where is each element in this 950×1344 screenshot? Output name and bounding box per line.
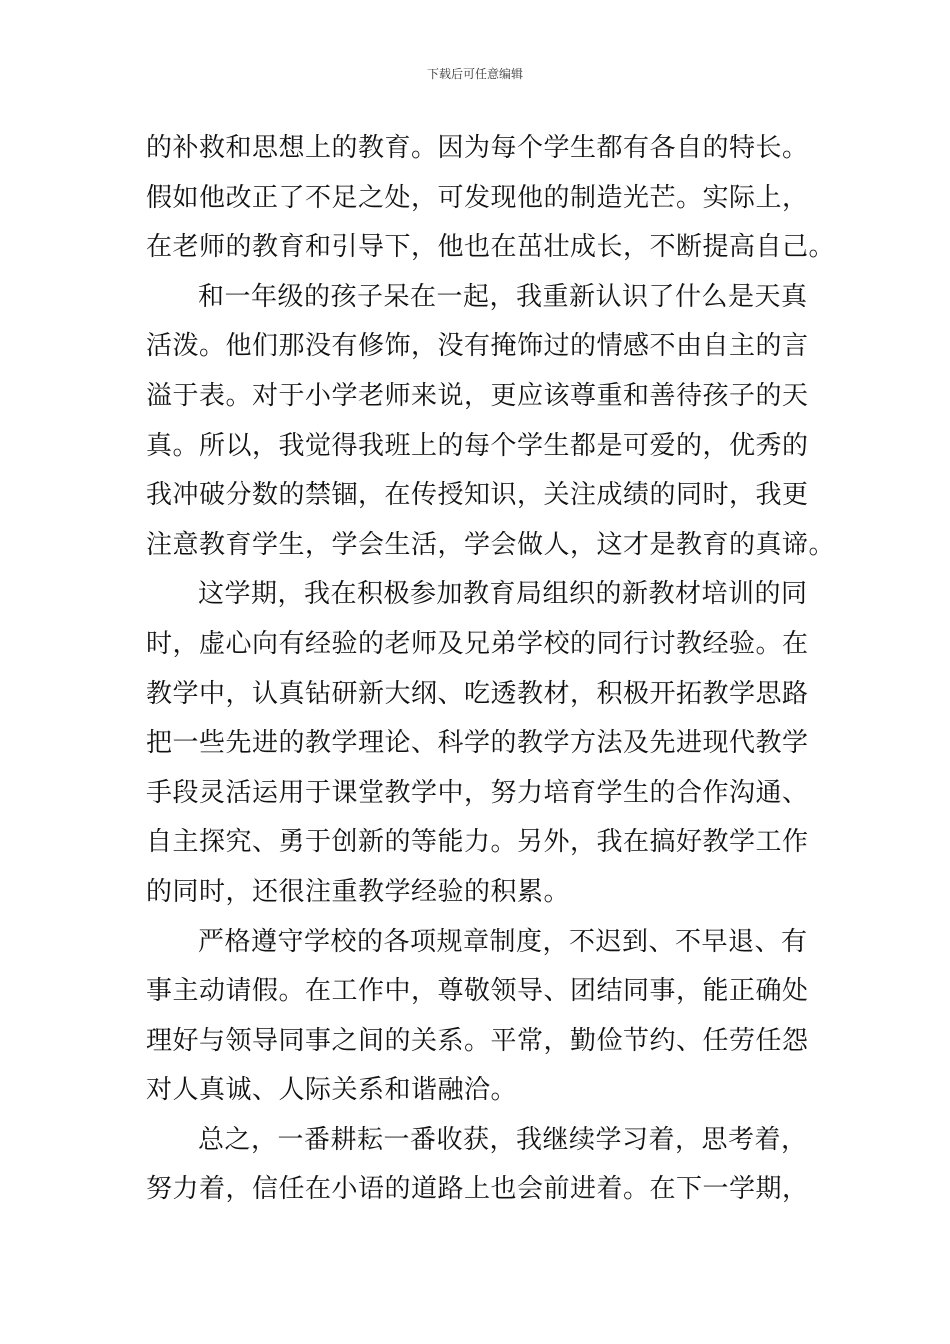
text-line: 我冲破分数的禁锢，在传授知识，关注成绩的同时，我更 xyxy=(146,480,809,511)
text-line: 事主动请假。在工作中，尊敬领导、团结同事，能正确处 xyxy=(146,976,809,1007)
text-line: 真。所以，我觉得我班上的每个学生都是可爱的，优秀的 xyxy=(146,430,809,461)
text-line: 活泼。他们那没有修饰，没有掩饰过的情感不由自主的言 xyxy=(146,331,809,362)
text-line: 在老师的教育和引导下，他也在茁壮成长，不断提高自己。 xyxy=(146,232,836,263)
text-line: 溢于表。对于小学老师来说，更应该尊重和善待孩子的天 xyxy=(146,380,809,411)
paragraph-first-line: 总之，一番耕耘一番收获，我继续学习着，思考着， xyxy=(198,1124,808,1155)
document-body xyxy=(146,124,836,1215)
page-header: 下载后可任意编辑 xyxy=(426,67,523,81)
text-line: 手段灵活运用于课堂教学中，努力培育学生的合作沟通、 xyxy=(146,777,809,808)
text-line: 的补救和思想上的教育。因为每个学生都有各自的特长。 xyxy=(146,133,809,163)
text-line: 理好与领导同事之间的关系。平常，勤俭节约、任劳任怨 xyxy=(146,1025,809,1056)
text-line: 努力着，信任在小语的道路上也会前进着。在下一学期， xyxy=(146,1174,809,1205)
paragraph-first-line: 这学期，我在积极参加教育局组织的新教材培训的同 xyxy=(198,579,808,610)
text-line: 对人真诚、人际关系和谐融洽。 xyxy=(146,1075,518,1106)
text-line: 教学中，认真钻研新大纲、吃透教材，积极开拓教学思路 xyxy=(146,678,809,709)
text-line: 自主探究、勇于创新的等能力。另外，我在搞好教学工作 xyxy=(146,827,809,858)
paragraph-first-line: 和一年级的孩子呆在一起，我重新认识了什么是天真 xyxy=(198,281,808,312)
text-line: 把一些先进的教学理论、科学的教学方法及先进现代教学 xyxy=(146,728,809,759)
text-line: 的同时，还很注重教学经验的积累。 xyxy=(146,876,571,907)
text-line: 假如他改正了不足之处，可发现他的制造光芒。实际上， xyxy=(146,182,809,213)
text-line: 时，虚心向有经验的老师及兄弟学校的同行讨教经验。在 xyxy=(146,628,809,659)
paragraph-first-line: 严格遵守学校的各项规章制度，不迟到、不早退、有 xyxy=(198,926,808,957)
text-line: 注意教育学生，学会生活，学会做人，这才是教育的真谛。 xyxy=(146,529,836,560)
